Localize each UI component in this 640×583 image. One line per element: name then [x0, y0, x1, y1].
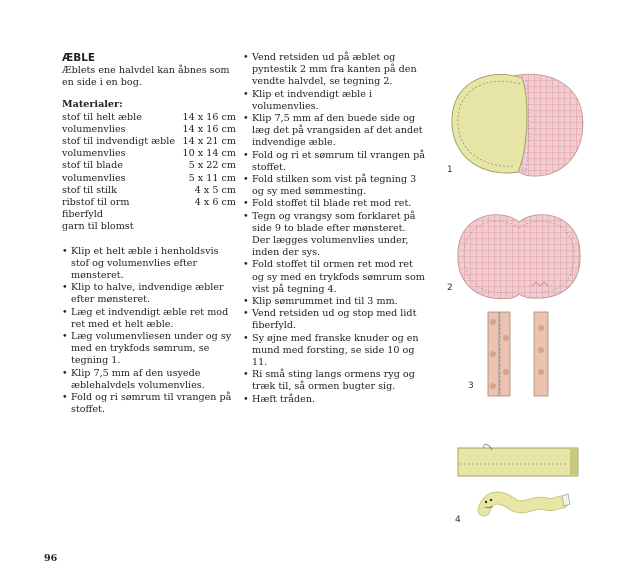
material-row: [62, 124, 238, 136]
figure-label-4: 4: [455, 515, 461, 525]
materials-list: [62, 112, 238, 234]
instruction-step: • Læg volumenvliesen under og sy med en trykfods sømrum, se tegning 1.: [62, 331, 238, 368]
instruction-step: • Fold og ri et sømrum til vrangen på stoffet.: [243, 150, 425, 174]
material-size: 10 x 14 cm: [182, 148, 236, 160]
material-item: ribstof til orm: [62, 197, 130, 209]
figure-1-open-apple: [444, 68, 594, 183]
instruction-step: • Læg et indvendigt æble ret mod ret med et helt æble.: [62, 307, 238, 331]
figure-3-stem-strips: [484, 310, 554, 400]
figure-2-closed-apple: [452, 208, 586, 304]
material-item: stof til stilk: [62, 184, 117, 196]
instruction-step: • Fold stilken som vist på tegning 3 og sy med sømmesting.: [243, 174, 425, 198]
instruction-step: • Vend retsiden ud og stop med lidt fiberfyld.: [243, 308, 425, 332]
material-row: [62, 112, 238, 124]
instruction-step: • Ri små sting langs ormens ryg og træk til, så ormen bugter sig.: [243, 369, 425, 393]
instruction-step: • Klip 7,5 mm af den buede side og læg det på vrangsiden af det andet indvendige æble.: [243, 113, 425, 150]
material-size: 14 x 16 cm: [182, 123, 236, 135]
instruction-step: • Fold stoffet til blade ret mod ret.: [243, 198, 425, 210]
page-number: 96: [44, 553, 58, 564]
material-item: volumenvlies: [62, 172, 126, 184]
instruction-step: • Hæft tråden.: [243, 394, 425, 406]
instruction-step: • Fold og ri sømrum til vrangen på stoffet.: [62, 392, 238, 416]
instruction-step: • Klip et helt æble i henholdsvis stof og volumenvlies efter mønsteret.: [62, 246, 238, 283]
figure-label-1: 1: [447, 165, 453, 175]
material-row: [62, 148, 238, 160]
figure-4-worm: [454, 442, 590, 532]
instruction-step: • Tegn og vrangsy som forklaret på side 9 to blade efter mønsteret. Der lægges volumenvlies under, inden der sys.: [243, 211, 425, 260]
material-item: stof til indvendigt æble: [62, 136, 176, 148]
material-row: [62, 173, 238, 185]
figure-label-2: 2: [447, 283, 453, 293]
material-size: [236, 221, 238, 233]
materials-heading: Materialer:: [62, 99, 123, 111]
instruction-step: • Klip et indvendigt æble i volumenvlies.: [243, 89, 425, 113]
instruction-step: • Klip sømrummet ind til 3 mm.: [243, 296, 425, 308]
material-item: stof til blade: [62, 160, 123, 172]
material-row: [62, 209, 238, 221]
material-size: 14 x 21 cm: [182, 136, 236, 148]
text-column-left: [62, 52, 238, 416]
instruction-step: • Sy øjne med franske knuder og en mund med forsting, se side 10 og 11.: [243, 333, 425, 370]
material-item: volumenvlies: [62, 148, 126, 160]
material-size: 4 x 6 cm: [194, 197, 236, 209]
material-size: 4 x 5 cm: [194, 184, 236, 196]
material-item: garn til blomst: [62, 221, 134, 233]
material-row: [62, 185, 238, 197]
instruction-step: • Klip 7,5 mm af den usyede æblehalvdels volumenvlies.: [62, 368, 238, 392]
section-heading: ÆBLE: [62, 52, 95, 64]
material-size: 14 x 16 cm: [182, 111, 236, 123]
intro-text: Æblets ene halvdel kan åbnes som en side i en bog.: [62, 65, 230, 89]
material-size: [236, 209, 238, 221]
material-item: fiberfyld: [62, 209, 103, 221]
figure-label-3: 3: [468, 381, 474, 391]
instruction-step: • Fold stoffet til ormen ret mod ret og sy med en trykfods sømrum som vist på tegning 4.: [243, 259, 425, 296]
steps-list-right: [243, 52, 425, 406]
text-column-right: [243, 52, 425, 406]
material-size: 5 x 11 cm: [188, 172, 236, 184]
instruction-step: • Vend retsiden ud på æblet og pyntestik 2 mm fra kanten på den vendte halvdel, se tegning 2.: [243, 52, 425, 89]
material-item: volumenvlies: [62, 123, 126, 135]
material-size: 5 x 22 cm: [188, 160, 236, 172]
material-item: stof til helt æble: [62, 111, 142, 123]
material-row: [62, 160, 238, 172]
instruction-step: • Klip to halve, indvendige æbler efter mønsteret.: [62, 282, 238, 306]
steps-list-left: [62, 246, 238, 417]
material-row: [62, 197, 238, 209]
material-row: [62, 136, 238, 148]
material-row: [62, 221, 238, 233]
